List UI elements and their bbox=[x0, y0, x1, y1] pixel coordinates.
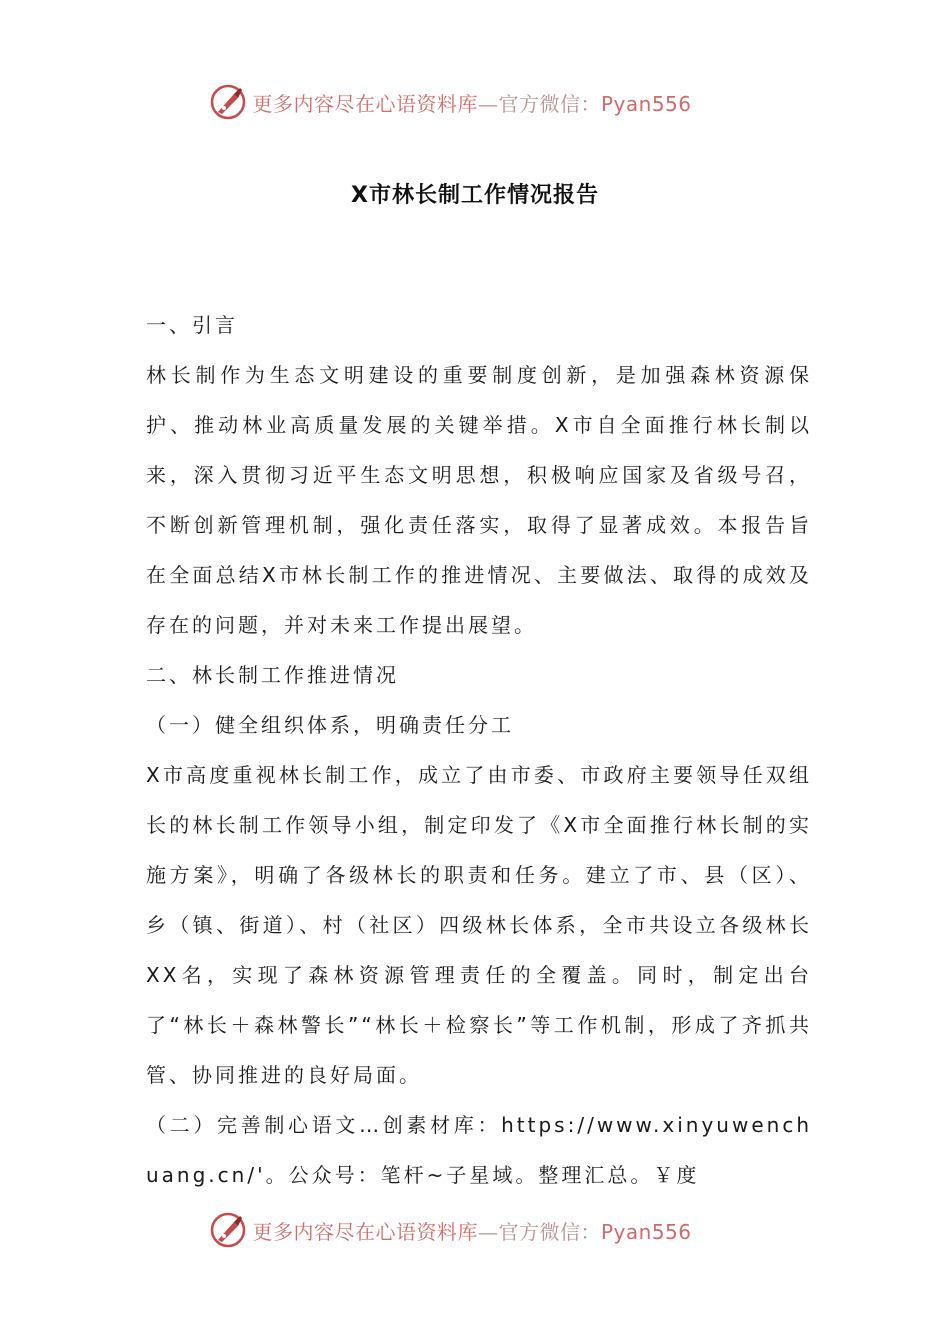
pen-nib-logo-icon bbox=[208, 1210, 248, 1250]
watermark-wechat-id: Pyan556 bbox=[600, 1219, 692, 1244]
watermark-dash: — bbox=[477, 1219, 499, 1244]
document-title: X市林长制工作情况报告 bbox=[351, 183, 599, 208]
paragraph-intro: 林长制作为生态文明建设的重要制度创新，是加强森林资源保护、推动林业高质量发展的关键举措。X市自全面推行林长制以来，深入贯彻习近平生态文明思想，积极响应国家及省级号召，不断创新管理机制，强化责任落实，取得了显著成效。本报告旨在全面总结X市林长制工作的推进情况、主要做法、取得的成效及存在的问题，并对未来工作提出展望。 bbox=[146, 363, 812, 637]
watermark-wechat-label: 官方微信： bbox=[498, 1219, 601, 1244]
document-body bbox=[146, 300, 812, 1200]
watermark-brand: 更多内容尽在心语资料库 bbox=[252, 91, 478, 116]
paragraph-organization: X市高度重视林长制工作，成立了由市委、市政府主要领导任双组长的林长制工作领导小组，制定印发了《X市全面推行林长制的实施方案》，明确了各级林长的职责和任务。建立了市、县（区）、乡（镇、街道）、村（社区）四级林长体系，全市共设立各级林长XX名，实现了森林资源管理责任的全覆盖。同时，制定出台了“林长＋森林警长”“林长＋检察长”等工作机制，形成了齐抓共管、协同推进的良好局面。 bbox=[146, 763, 812, 1087]
section-heading-progress: 二、林长制工作推进情况 bbox=[146, 663, 399, 687]
pen-nib-logo-icon bbox=[208, 82, 248, 122]
subsection-heading-organization: （一）健全组织体系，明确责任分工 bbox=[146, 713, 514, 737]
header-watermark-banner bbox=[0, 80, 950, 124]
watermark-text bbox=[252, 1216, 691, 1245]
watermark-text bbox=[252, 88, 691, 117]
footer-watermark-banner bbox=[0, 1208, 950, 1252]
watermark-brand: 更多内容尽在心语资料库 bbox=[252, 1219, 478, 1244]
watermark-dash: — bbox=[477, 91, 499, 116]
watermark-wechat-id: Pyan556 bbox=[600, 91, 692, 116]
paragraph-subsection-two: （二）完善制心语文…创素材库：https://www.xinyuwenchuang.cn/'。公众号：笔杆~子星域。整理汇总。￥度 bbox=[146, 1113, 812, 1187]
section-heading-intro: 一、引言 bbox=[146, 313, 238, 337]
watermark-wechat-label: 官方微信： bbox=[498, 91, 601, 116]
